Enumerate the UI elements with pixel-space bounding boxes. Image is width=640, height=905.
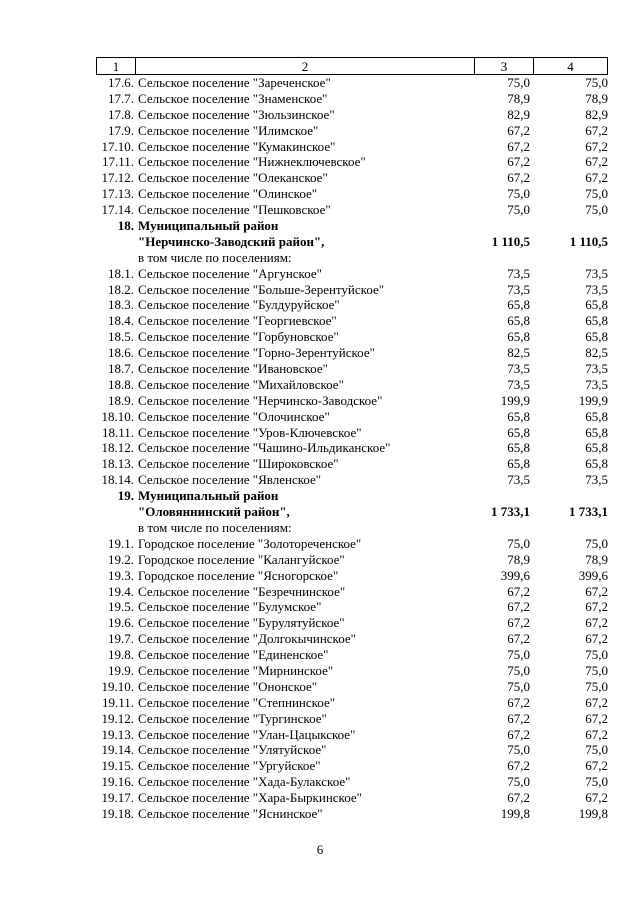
row-value-col3: 73,5 (507, 472, 530, 488)
row-value-col4: 75,0 (585, 678, 608, 694)
row-value-col3: 399,6 (500, 567, 530, 583)
row-number: 17.13. (101, 186, 134, 202)
table-header (96, 57, 608, 75)
column-header-3: 3 (475, 58, 534, 75)
table-row (96, 647, 608, 663)
row-name: Сельское поселение "Горбуновское" (138, 329, 339, 345)
row-name: Сельское поселение "Михайловское" (138, 376, 344, 392)
row-number: 19.10. (101, 678, 134, 694)
table-row (96, 266, 608, 282)
row-value-col3: 65,8 (507, 440, 530, 456)
table-row (96, 472, 608, 488)
table-row (96, 345, 608, 361)
row-number: 18.10. (101, 408, 134, 424)
table-row (96, 75, 608, 91)
row-value-col4: 75,0 (585, 647, 608, 663)
row-name: Сельское поселение "Степнинское" (138, 694, 336, 710)
row-name: Сельское поселение "Ивановское" (138, 361, 328, 377)
table-row (96, 568, 608, 584)
row-value-col3: 67,2 (507, 710, 530, 726)
row-value-col3: 67,2 (507, 170, 530, 186)
row-number: 19.2. (108, 551, 134, 567)
page-number: 6 (316, 842, 324, 857)
row-value-col4: 67,2 (585, 726, 608, 742)
table-row (96, 440, 608, 456)
row-number: 17.9. (108, 122, 134, 138)
row-value-col3: 65,8 (507, 329, 530, 345)
row-number: 17.11. (101, 154, 134, 170)
row-value-col4: 67,2 (585, 758, 608, 774)
row-value-col4: 73,5 (585, 361, 608, 377)
table-row (96, 663, 608, 679)
row-name: Муниципальный район (138, 218, 279, 234)
row-name: Сельское поселение "Пешковское" (138, 202, 331, 218)
row-value-col3: 67,2 (507, 599, 530, 615)
table-row (96, 758, 608, 774)
row-number: 19.15. (101, 758, 134, 774)
row-value-col3: 75,0 (507, 202, 530, 218)
row-number: 17.12. (101, 170, 134, 186)
row-name: Сельское поселение "Ононское" (138, 678, 318, 694)
row-name: Сельское поселение "Ургуйское" (138, 758, 321, 774)
table-row (96, 250, 608, 266)
table-row (96, 186, 608, 202)
row-name: Сельское поселение "Знаменское" (138, 90, 328, 106)
row-name: "Оловяннинский район", (138, 504, 290, 520)
row-value-col4: 67,2 (585, 122, 608, 138)
row-name: в том числе по поселениям: (138, 519, 292, 535)
row-value-col4: 67,2 (585, 599, 608, 615)
row-value-col4: 67,2 (585, 631, 608, 647)
row-name: Сельское поселение "Олочинское" (138, 408, 330, 424)
column-header-4: 4 (534, 58, 608, 75)
row-name: Сельское поселение "Булумское" (138, 599, 322, 615)
row-value-col3: 199,9 (500, 392, 530, 408)
row-value-col3: 65,8 (507, 313, 530, 329)
row-value-col3: 67,2 (507, 154, 530, 170)
table-row (96, 329, 608, 345)
row-value-col3: 75,0 (507, 647, 530, 663)
row-number: 19. (117, 488, 134, 504)
table-row (96, 584, 608, 600)
row-name: Сельское поселение "Нерчинско-Заводское" (138, 392, 383, 408)
table-row (96, 282, 608, 298)
row-value-col4: 67,2 (585, 710, 608, 726)
row-number: 18.1. (108, 265, 134, 281)
row-name: Сельское поселение "Безречнинское" (138, 583, 346, 599)
row-value-col4: 75,0 (585, 186, 608, 202)
row-value-col4: 65,8 (585, 297, 608, 313)
row-name: Сельское поселение "Хара-Быркинское" (138, 790, 362, 806)
row-value-col3: 75,0 (507, 742, 530, 758)
row-value-col3: 82,9 (507, 106, 530, 122)
row-number: 18.9. (108, 392, 134, 408)
row-name: в том числе по поселениям: (138, 249, 292, 265)
table-row (96, 488, 608, 504)
table-row (96, 679, 608, 695)
row-name: Сельское поселение "Уров-Ключевское" (138, 424, 362, 440)
table-row (96, 313, 608, 329)
row-value-col3: 75,0 (507, 75, 530, 90)
row-name: Сельское поселение "Олинское" (138, 186, 318, 202)
row-name: Муниципальный район (138, 488, 279, 504)
row-number: 19.6. (108, 615, 134, 631)
row-value-col3: 82,5 (507, 345, 530, 361)
row-number: 18.11. (101, 424, 134, 440)
row-value-col4: 67,2 (585, 138, 608, 154)
row-number: 18. (117, 218, 134, 234)
row-name: Сельское поселение "Долгокычинское" (138, 631, 356, 647)
table-row (96, 393, 608, 409)
row-value-col3: 78,9 (507, 90, 530, 106)
row-value-col4: 82,9 (585, 106, 608, 122)
row-value-col3: 75,0 (507, 678, 530, 694)
row-value-col3: 73,5 (507, 281, 530, 297)
table-row (96, 361, 608, 377)
row-number: 19.5. (108, 599, 134, 615)
table-row (96, 615, 608, 631)
row-value-col3: 67,2 (507, 758, 530, 774)
row-number: 17.8. (108, 106, 134, 122)
table-row (96, 504, 608, 520)
row-name: Сельское поселение "Яснинское" (138, 805, 323, 821)
row-value-col4: 67,2 (585, 790, 608, 806)
row-name: Сельское поселение "Аргунское" (138, 265, 322, 281)
row-number: 19.1. (108, 535, 134, 551)
table-row (96, 91, 608, 107)
row-name: Сельское поселение "Улан-Цацыкское" (138, 726, 356, 742)
row-value-col3: 67,2 (507, 583, 530, 599)
row-number: 18.3. (108, 297, 134, 313)
table-row (96, 806, 608, 822)
row-value-col4: 67,2 (585, 170, 608, 186)
row-number: 18.13. (101, 456, 134, 472)
table-row (96, 536, 608, 552)
table-row (96, 552, 608, 568)
table-row (96, 599, 608, 615)
row-value-col3: 67,2 (507, 122, 530, 138)
row-value-col3: 75,0 (507, 662, 530, 678)
row-number: 19.9. (108, 662, 134, 678)
row-name: Сельское поселение "Олеканское" (138, 170, 328, 186)
row-name: Сельское поселение "Илимское" (138, 122, 319, 138)
table-body (96, 75, 608, 822)
table-row (96, 154, 608, 170)
row-number: 19.16. (101, 774, 134, 790)
table-row (96, 139, 608, 155)
row-number: 18.5. (108, 329, 134, 345)
row-name: Сельское поселение "Мирнинское" (138, 662, 334, 678)
row-number: 19.18. (101, 805, 134, 821)
row-number: 19.7. (108, 631, 134, 647)
row-value-col4: 67,2 (585, 615, 608, 631)
row-value-col3: 67,2 (507, 726, 530, 742)
table-row (96, 520, 608, 536)
row-number: 19.11. (101, 694, 134, 710)
row-name: Городское поселение "Ясногорское" (138, 567, 339, 583)
row-number: 19.8. (108, 647, 134, 663)
table-row (96, 456, 608, 472)
row-value-col4: 73,5 (585, 281, 608, 297)
table-row (96, 409, 608, 425)
row-value-col4: 65,8 (585, 313, 608, 329)
row-name: Сельское поселение "Зюльзинское" (138, 106, 335, 122)
column-header-2: 2 (136, 58, 475, 75)
row-number: 18.6. (108, 345, 134, 361)
row-name: Сельское поселение "Горно-Зерентуйское" (138, 345, 375, 361)
row-value-col3: 73,5 (507, 265, 530, 281)
row-number: 18.14. (101, 472, 134, 488)
row-number: 18.8. (108, 376, 134, 392)
row-name: Сельское поселение "Явленское" (138, 472, 322, 488)
row-value-col4: 75,0 (585, 75, 608, 90)
row-value-col3: 1 110,5 (491, 233, 530, 249)
row-value-col3: 67,2 (507, 694, 530, 710)
row-name: Сельское поселение "Чашино-Ильдиканское" (138, 440, 391, 456)
row-number: 18.2. (108, 281, 134, 297)
table-row (96, 202, 608, 218)
row-number: 19.3. (108, 567, 134, 583)
row-value-col3: 78,9 (507, 551, 530, 567)
row-value-col4: 75,0 (585, 535, 608, 551)
row-value-col4: 82,5 (585, 345, 608, 361)
row-name: Сельское поселение "Булдуруйское" (138, 297, 340, 313)
row-value-col4: 1 110,5 (569, 233, 608, 249)
table-row (96, 297, 608, 313)
row-number: 17.6. (108, 75, 134, 90)
row-value-col3: 199,8 (500, 805, 530, 821)
row-value-col4: 78,9 (585, 90, 608, 106)
row-name: Городское поселение "Золотореченское" (138, 535, 362, 551)
row-value-col4: 67,2 (585, 154, 608, 170)
row-value-col4: 399,6 (578, 567, 608, 583)
row-value-col4: 67,2 (585, 694, 608, 710)
row-value-col4: 67,2 (585, 583, 608, 599)
row-number: 17.7. (108, 90, 134, 106)
row-value-col4: 65,8 (585, 440, 608, 456)
row-value-col4: 75,0 (585, 742, 608, 758)
row-value-col4: 73,5 (585, 265, 608, 281)
row-value-col3: 67,2 (507, 615, 530, 631)
row-number: 17.14. (101, 202, 134, 218)
row-value-col3: 67,2 (507, 138, 530, 154)
row-value-col3: 1 733,1 (491, 504, 530, 520)
row-value-col4: 75,0 (585, 662, 608, 678)
row-name: "Нерчинско-Заводский район", (138, 233, 325, 249)
row-number: 19.4. (108, 583, 134, 599)
table-row (96, 742, 608, 758)
table-row (96, 727, 608, 743)
row-value-col4: 199,9 (578, 392, 608, 408)
row-name: Сельское поселение "Широковское" (138, 456, 339, 472)
row-value-col4: 65,8 (585, 424, 608, 440)
row-name: Сельское поселение "Улятуйское" (138, 742, 327, 758)
row-value-col4: 78,9 (585, 551, 608, 567)
table-row (96, 377, 608, 393)
row-number: 18.12. (101, 440, 134, 456)
row-name: Сельское поселение "Тургинское" (138, 710, 327, 726)
row-name: Сельское поселение "Георгиевское" (138, 313, 337, 329)
row-value-col4: 75,0 (585, 774, 608, 790)
table-row (96, 695, 608, 711)
table-row (96, 425, 608, 441)
row-name: Сельское поселение "Хада-Булакское" (138, 774, 351, 790)
row-value-col4: 75,0 (585, 202, 608, 218)
table-row (96, 123, 608, 139)
row-value-col3: 65,8 (507, 408, 530, 424)
row-name: Сельское поселение "Бурулятуйское" (138, 615, 345, 631)
row-number: 18.7. (108, 361, 134, 377)
row-value-col3: 67,2 (507, 631, 530, 647)
row-name: Сельское поселение "Нижнеключевское" (138, 154, 366, 170)
row-name: Сельское поселение "Зареченское" (138, 75, 331, 90)
row-value-col3: 67,2 (507, 790, 530, 806)
row-number: 19.14. (101, 742, 134, 758)
table-row (96, 711, 608, 727)
row-value-col3: 65,8 (507, 456, 530, 472)
row-number: 17.10. (101, 138, 134, 154)
row-name: Городское поселение "Калангуйское" (138, 551, 345, 567)
row-value-col4: 1 733,1 (569, 504, 608, 520)
table-row (96, 218, 608, 234)
row-name: Сельское поселение "Единенское" (138, 647, 329, 663)
row-value-col4: 65,8 (585, 408, 608, 424)
row-value-col4: 199,8 (578, 805, 608, 821)
row-number: 19.12. (101, 710, 134, 726)
row-value-col3: 65,8 (507, 297, 530, 313)
row-number: 19.17. (101, 790, 134, 806)
row-value-col3: 75,0 (507, 774, 530, 790)
row-number: 18.4. (108, 313, 134, 329)
table-row (96, 790, 608, 806)
row-value-col4: 65,8 (585, 329, 608, 345)
row-name: Сельское поселение "Больше-Зерентуйское" (138, 281, 385, 297)
row-value-col4: 65,8 (585, 456, 608, 472)
row-name: Сельское поселение "Кумакинское" (138, 138, 336, 154)
row-value-col4: 73,5 (585, 472, 608, 488)
table-row (96, 170, 608, 186)
row-value-col3: 75,0 (507, 186, 530, 202)
row-value-col3: 73,5 (507, 361, 530, 377)
column-header-1: 1 (97, 58, 136, 75)
table-row (96, 107, 608, 123)
row-value-col3: 73,5 (507, 376, 530, 392)
table-row (96, 631, 608, 647)
table-row (96, 774, 608, 790)
table-row (96, 234, 608, 250)
row-value-col4: 73,5 (585, 376, 608, 392)
row-value-col3: 65,8 (507, 424, 530, 440)
row-value-col3: 75,0 (507, 535, 530, 551)
row-number: 19.13. (101, 726, 134, 742)
